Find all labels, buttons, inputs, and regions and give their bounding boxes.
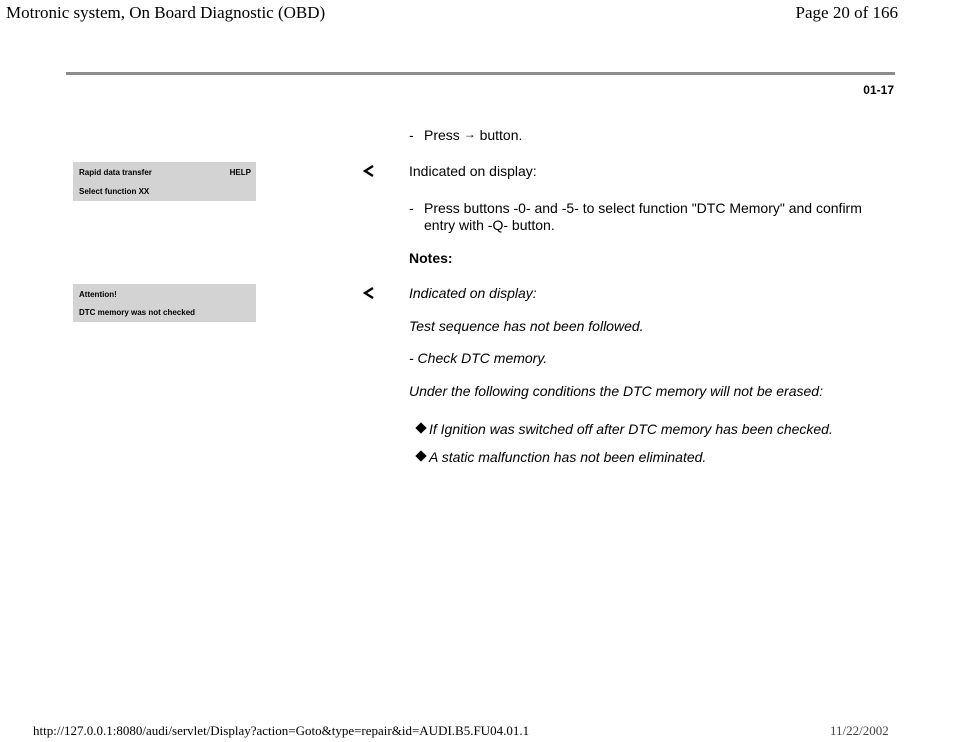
indicated-on-display-label: Indicated on display: (409, 163, 537, 179)
press-step (424, 127, 522, 143)
conditions-note: Under the following conditions the DTC memory will not be erased: (409, 383, 823, 399)
page-indicator: Page 20 of 166 (795, 3, 898, 22)
instruction-line-2: entry with -Q- button. (424, 217, 555, 233)
diamond-bullet-icon (415, 450, 426, 461)
step-dash: - (409, 127, 414, 143)
bullet-item: If Ignition was switched off after DTC memory has been checked. (429, 421, 833, 437)
page-number: 01-17 (863, 83, 894, 97)
check-dtc-memory-note: - Check DTC memory. (409, 350, 548, 366)
notes-indicated-on-display: Indicated on display: (409, 285, 537, 301)
display-line2: Select function XX (79, 187, 150, 196)
display-attention-line1: Attention! (79, 290, 117, 299)
chevron-left-icon (362, 286, 376, 300)
instruction-line-1: Press buttons -0- and -5- to select function "DTC Memory" and confirm (424, 200, 862, 216)
footer-url: http://127.0.0.1:8080/audi/servlet/Display?action=Goto&type=repair&id=AUDI.B5.FU04.01.1 (33, 723, 530, 738)
display-attention-line2: DTC memory was not checked (79, 308, 196, 317)
display-rapid-data-transfer (73, 162, 256, 201)
instruction-dash: - (409, 200, 414, 216)
display-help-label: HELP (229, 168, 251, 177)
display-attention (73, 284, 256, 322)
right-arrow-icon: → (463, 127, 476, 141)
press-step-label: Press (424, 127, 460, 143)
diamond-bullet-icon (415, 422, 426, 433)
header-divider (66, 72, 895, 75)
test-sequence-note: Test sequence has not been followed. (409, 318, 644, 334)
display-line1-left: Rapid data transfer (79, 168, 152, 177)
press-step-suffix: button. (479, 127, 523, 143)
document-title: Motronic system, On Board Diagnostic (OBD) (6, 3, 326, 22)
chevron-left-icon (362, 164, 376, 178)
bullet-item: A static malfunction has not been eliminated. (429, 449, 707, 465)
footer-date: 11/22/2002 (830, 723, 889, 738)
notes-heading: Notes: (409, 250, 453, 266)
